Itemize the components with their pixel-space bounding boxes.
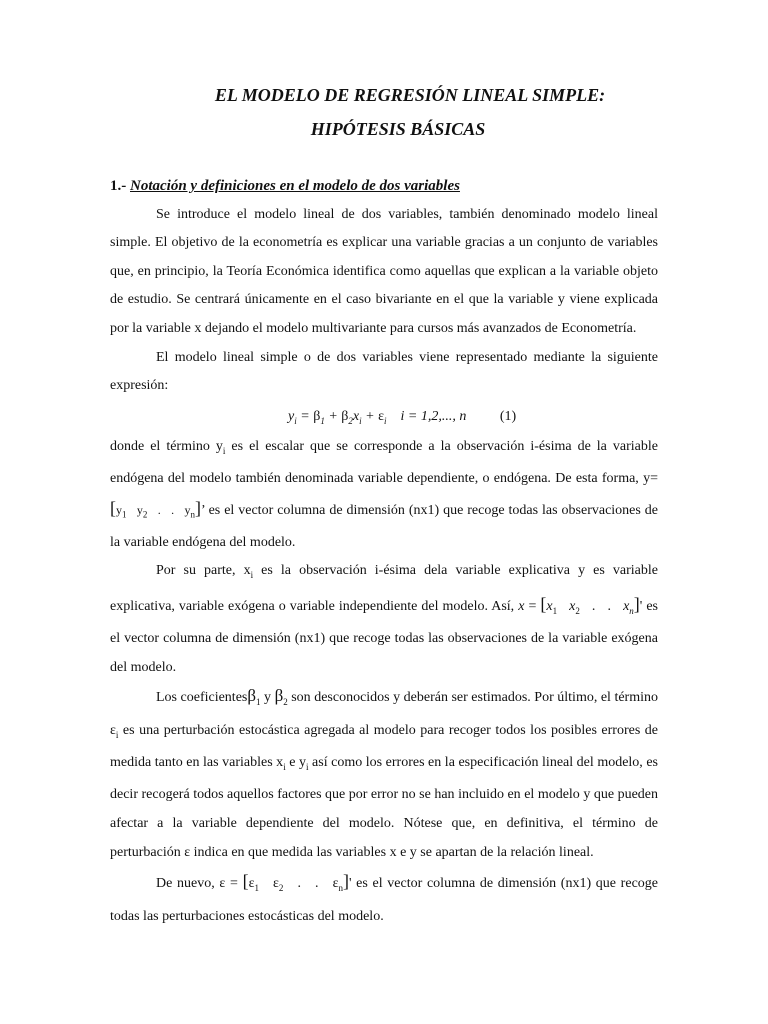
equation-1: $y_i = \beta_1 + \beta_2x_i + \varepsilon_i$ i = 1,2,..., n (1)	[288, 408, 517, 426]
section-title: Notación y definiciones en el modelo de dos variables	[130, 178, 460, 194]
equation-number: (1)	[499, 408, 517, 424]
paragraph-2: El modelo lineal simple o de dos variables viene representado mediante la siguiente expresión:	[110, 349, 658, 394]
paragraph-1: Se introduce el modelo lineal de dos variables, también denominado modelo lineal simple. El objetivo de la econometría es explicar una variable gracias a un conjunto de variables que, en principio, la Teoría Económica identifica como aquellas que explican a la variable objeto de estudio. Se centrará únicamente en el caso bivariante en el que la variable y viene explicada por la variable x dejando el modelo multivariante para cursos más avanzados de Econometría.	[110, 206, 658, 336]
document-body	[110, 172, 658, 931]
vector-y: $y=[y_1$ $y_2$ . . $y_n$]’	[110, 471, 659, 520]
title-line-1: EL MODELO DE REGRESIÓN LINEAL SIMPLE:	[214, 85, 606, 105]
paragraph-6: De nuevo, $\varepsilon = [\varepsilon_1$ $\varepsilon_2$ . . $\varepsilon_n]'$ es el vector columna de dimensión (nx1) que recoge todas las perturbaciones estocásticas del modelo.	[110, 871, 658, 924]
section-heading	[110, 172, 658, 201]
paragraph-3: donde el término $y_i$ es el escalar que se corresponde a la observación i-ésima de la variable endógena del modelo también denominada variable dependiente, o endógena. De esta forma, $y=[y_1$ $y_2$ . . $y_n$]’ es el vector columna de dimensión (nx1) que recoge todas las observaciones de la variable endógena del modelo.	[110, 438, 659, 550]
title-line-2: HIPÓTESIS BÁSICAS	[310, 119, 486, 139]
paragraph-4: Por su parte, $x_i$ es la observación i-ésima dela variable explicativa y es variable explicativa, variable exógena o variable independiente del modelo. Así, $x = [x_1$ $x_2$ . . $x_n]'$ es el vector columna de dimensión (nx1) que recoge todas las observaciones de la variable exógena del modelo.	[110, 563, 659, 675]
vector-epsilon: $\varepsilon = [\varepsilon_1$ $\varepsilon_2$ . . $\varepsilon_n]'$	[219, 871, 352, 894]
paragraph-5: Los coeficientesβ$_1$ y $\beta_2$ son desconocidos y deberán ser estimados. Por último, el término $\varepsilon_i$ es una perturbación estocástica agregada al modelo para recoger todos los posibles errores de medida tanto en las variables $x_i$ e $y_i$ así como los errores en la especificación lineal del modelo, es decir recogerá todos aquellos factores que por error no se han incluido en el modelo y que pueden afectar a la variable dependiente del modelo. Nótese que, en definitiva, el término de perturbación ε indica en que medida las variables x e y se apartan de la relación lineal.	[110, 686, 659, 860]
section-number: 1.-	[110, 178, 127, 194]
vector-x: $x = [x_1$ $x_2$ . . $x_n]'$	[518, 593, 643, 616]
